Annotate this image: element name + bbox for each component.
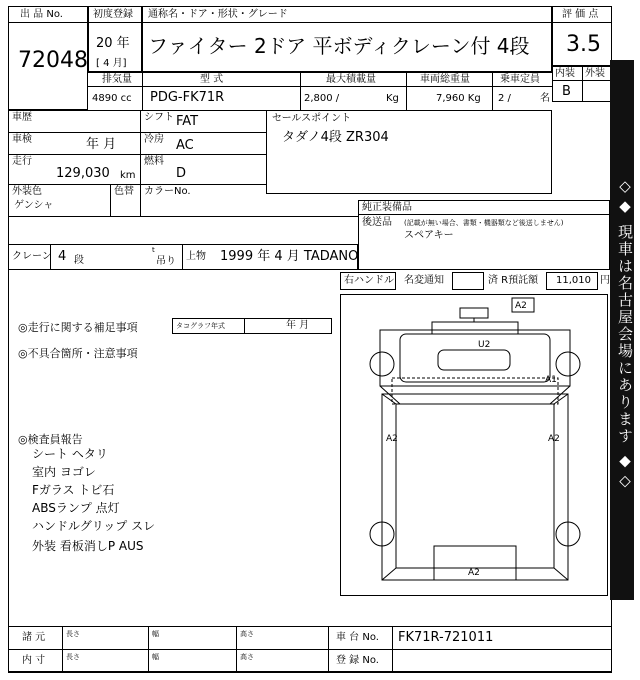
fuel-value: D (176, 166, 187, 181)
mileage-unit: km (120, 170, 136, 181)
shift-label: シフト (144, 112, 174, 123)
capacity-unit: 名 (540, 93, 550, 104)
tacho-label: タコグラフ年式 (176, 322, 225, 330)
aircon-value: AC (176, 138, 194, 153)
name-label: 通称名・ドア・形状・グレード (148, 9, 288, 20)
inspector-line-1: シート ヘタリ (32, 447, 108, 461)
upper-value: 1999 年 4 月 TADANO (220, 249, 359, 264)
tacho-value: 年 月 (286, 320, 310, 331)
right-hand: 右ハンドル (344, 275, 394, 286)
first-reg-year: 20 年 (96, 36, 130, 51)
width-label-1: 幅 (152, 630, 159, 638)
crane-label: クレーン (12, 251, 52, 262)
inspector-line-4: ABSランプ 点灯 (32, 501, 120, 515)
color-change-label: 色替 (114, 186, 134, 197)
crane-stages: 4 (58, 249, 67, 264)
inspector-line-2: 室内 ヨゴレ (32, 465, 96, 479)
sales-point-label: セールスポイント (272, 113, 352, 124)
standard-equipment-label: 純正装備品 (362, 202, 412, 213)
aftermarket-note: (記載が無い場合、書類・機器類など後送しません) (404, 219, 564, 227)
exterior-label: 外装 (585, 68, 605, 79)
mark-right-a1: A1 (545, 375, 557, 385)
defect-notes-title: ◎不具合箇所・注意事項 (18, 347, 138, 360)
length-label-2: 長さ (66, 653, 80, 661)
mark-front-top: A2 (515, 301, 527, 311)
gvw: 7,960 Kg (436, 93, 481, 104)
car-name: ファイター 2ドア 平ボディクレーン付 4段 (148, 34, 530, 58)
lot-no: 72048 (18, 48, 88, 73)
specs-row-label: 諸 元 (22, 632, 46, 643)
mileage-value: 129,030 (56, 166, 110, 181)
name-change: 名変通知 (404, 275, 444, 286)
stage-unit: 段 (74, 255, 84, 266)
width-label-2: 幅 (152, 653, 159, 661)
model-label: 型 式 (200, 74, 224, 85)
aftermarket-label: 後送品 (362, 217, 392, 228)
color-no-label: カラーNo. (144, 186, 191, 197)
mark-right-a2: A2 (548, 434, 560, 444)
ton-unit: t (152, 246, 155, 254)
mark-left-a2: A2 (386, 434, 398, 444)
inner-dims-row-label: 内 寸 (22, 655, 46, 666)
inspector-line-3: Fガラス トビ石 (32, 483, 115, 497)
score: 3.5 (566, 32, 601, 57)
truck-diagram (340, 294, 608, 596)
inspection-label: 車検 (12, 134, 32, 145)
height-label-1: 高さ (240, 630, 254, 638)
side-banner: ◇◆ 現車は名古屋会場にあります ◆◇ (610, 60, 634, 600)
gvw-label: 車両総重量 (420, 74, 470, 85)
first-reg-month: [ 4 月] (96, 58, 127, 69)
exterior-color-label: 外装色 (12, 186, 42, 197)
inspector-line-5: ハンドルグリップ スレ (32, 519, 156, 533)
upper-label: 上物 (186, 251, 206, 262)
first-reg-label: 初度登録 (93, 9, 133, 20)
capacity-label: 乗車定員 (500, 74, 540, 85)
chassis-value: FK71R-721011 (398, 630, 494, 645)
capacity: 2 / (498, 93, 511, 104)
inspector-report-title: ◎検査員報告 (18, 433, 83, 446)
driving-notes-title: ◎走行に関する補足事項 (18, 321, 138, 334)
chassis-label: 車 台 No. (336, 632, 379, 643)
exterior-color: ゲンシャ (14, 200, 54, 211)
recycle-amount: 11,010 (556, 275, 591, 286)
fuel-label: 燃料 (144, 156, 164, 167)
interior-grade: B (562, 84, 571, 99)
shift-value: FAT (176, 114, 199, 129)
displacement: 4890 cc (92, 93, 132, 104)
name-change-checkbox (452, 272, 484, 290)
aircon-label: 冷房 (144, 134, 164, 145)
load: 2,800 / (304, 93, 340, 104)
mark-rear-a2: A2 (468, 568, 480, 578)
load-label: 最大積載量 (326, 74, 376, 85)
reg-label: 登 録 No. (336, 655, 379, 666)
history-label: 車歴 (12, 112, 32, 123)
model: PDG-FK71R (150, 90, 225, 105)
height-label-2: 高さ (240, 653, 254, 661)
displacement-label: 排気量 (102, 74, 132, 85)
interior-label: 内装 (555, 68, 575, 79)
lift-unit: 吊り (156, 256, 176, 267)
recycle-unit: 円 (600, 275, 610, 286)
recycle-label: 済 R預託額 (488, 275, 539, 286)
load-unit: Kg (386, 93, 399, 104)
mark-front-u2: U2 (478, 340, 491, 350)
mileage-label: 走行 (12, 156, 32, 167)
sales-point: タダノ4段 ZR304 (282, 130, 389, 145)
lot-no-label: 出 品 No. (20, 9, 63, 20)
score-label: 評 価 点 (562, 9, 599, 20)
aftermarket-value: スペアキー (404, 230, 454, 241)
inspection-value: 年 月 (86, 137, 117, 152)
inspector-line-6: 外装 看板消しP AUS (32, 539, 144, 553)
length-label-1: 長さ (66, 630, 80, 638)
